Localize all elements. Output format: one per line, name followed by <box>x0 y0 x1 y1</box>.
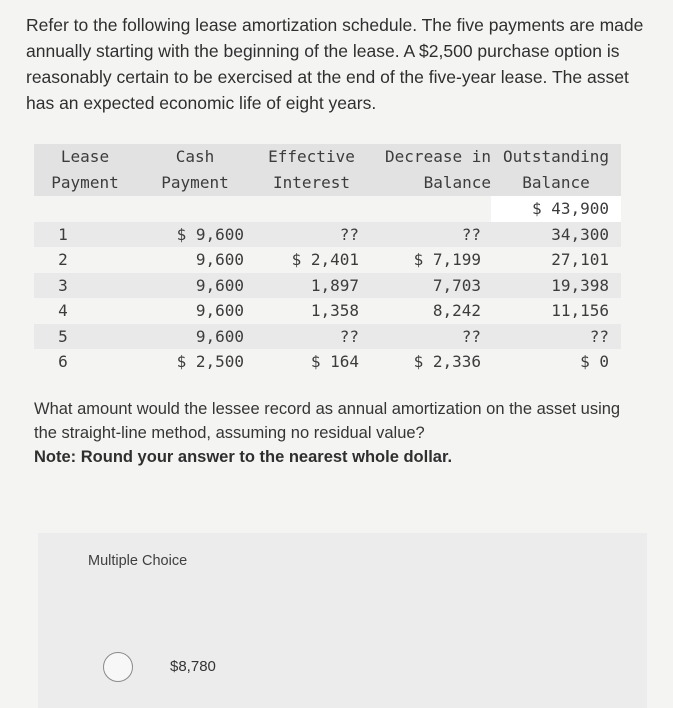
opening-balance: $ 43,900 <box>491 196 621 222</box>
header-lease-payment: Lease <box>34 144 136 170</box>
cell-cash: 9,600 <box>195 301 244 320</box>
header-decrease-balance-line2: Balance <box>369 170 491 196</box>
cell-decrease: $ 7,199 <box>413 250 481 269</box>
cell-cash: 9,600 <box>195 250 244 269</box>
table-row <box>34 273 621 299</box>
table-row <box>34 324 621 350</box>
cell-balance: 11,156 <box>551 301 609 320</box>
lease-amortization-table <box>34 144 621 375</box>
header-outstanding-balance: Outstanding <box>491 144 621 170</box>
cell-interest: 1,358 <box>310 301 359 320</box>
cell-period: 5 <box>58 326 68 346</box>
cell-interest: $ 164 <box>310 352 359 371</box>
table-row <box>34 298 621 324</box>
cell-cash: 9,600 <box>195 326 244 346</box>
multiple-choice-panel <box>38 533 647 708</box>
header-decrease-balance: Decrease in <box>369 144 491 170</box>
table-row <box>34 247 621 273</box>
question-text: Refer to the following lease amortization schedule. The five payments are made annually starting with the beginning of the lease. A $2,500 purchase option is reasonably certain to be exercised at the end of the five-year lease. The asset has an expected economic life of eight years. <box>26 15 644 113</box>
cell-decrease: ?? <box>461 224 481 244</box>
followup-question <box>34 397 644 469</box>
header-cash-payment-line2: Payment <box>136 170 254 196</box>
cell-interest: ?? <box>339 224 359 244</box>
cell-period: 3 <box>58 275 68 295</box>
cell-decrease: 8,242 <box>432 301 481 320</box>
table-row <box>34 222 621 248</box>
cell-interest: $ 2,401 <box>291 250 359 269</box>
cell-balance: 34,300 <box>551 224 609 244</box>
header-lease-payment-line2: Payment <box>34 170 136 196</box>
multiple-choice-label: Multiple Choice <box>88 553 188 569</box>
cell-cash: 9,600 <box>195 275 244 295</box>
cell-decrease: ?? <box>461 326 481 346</box>
table-row-opening <box>34 196 621 222</box>
table-header-row <box>34 144 621 170</box>
cell-balance: $ 0 <box>580 352 609 371</box>
cell-balance: 27,101 <box>551 250 609 269</box>
header-effective-interest: Effective <box>254 144 369 170</box>
header-outstanding-balance-line2: Balance <box>491 170 621 196</box>
cell-interest: ?? <box>339 326 359 346</box>
cell-period: 4 <box>58 301 68 320</box>
cell-period: 2 <box>58 250 68 269</box>
table-header-row-2 <box>34 170 621 196</box>
cell-decrease: $ 2,336 <box>413 352 481 371</box>
header-cash-payment: Cash <box>136 144 254 170</box>
cell-cash: $ 2,500 <box>176 352 244 371</box>
cell-period: 6 <box>58 352 68 371</box>
followup-text: What amount would the lessee record as annual amortization on the asset using the straight-line method, assuming no residual value? <box>34 400 621 442</box>
cell-balance: 19,398 <box>551 275 609 295</box>
cell-decrease: 7,703 <box>432 275 481 295</box>
cell-interest: 1,897 <box>310 275 359 295</box>
table-row <box>34 349 621 375</box>
cell-cash: $ 9,600 <box>176 224 244 244</box>
header-effective-interest-line2: Interest <box>254 170 369 196</box>
rounding-note: Note: Round your answer to the nearest whole dollar. <box>34 448 453 466</box>
cell-period: 1 <box>58 224 68 244</box>
option-label[interactable]: $8,780 <box>170 658 216 675</box>
cell-balance: ?? <box>589 326 609 346</box>
option-radio-button[interactable] <box>103 652 133 682</box>
